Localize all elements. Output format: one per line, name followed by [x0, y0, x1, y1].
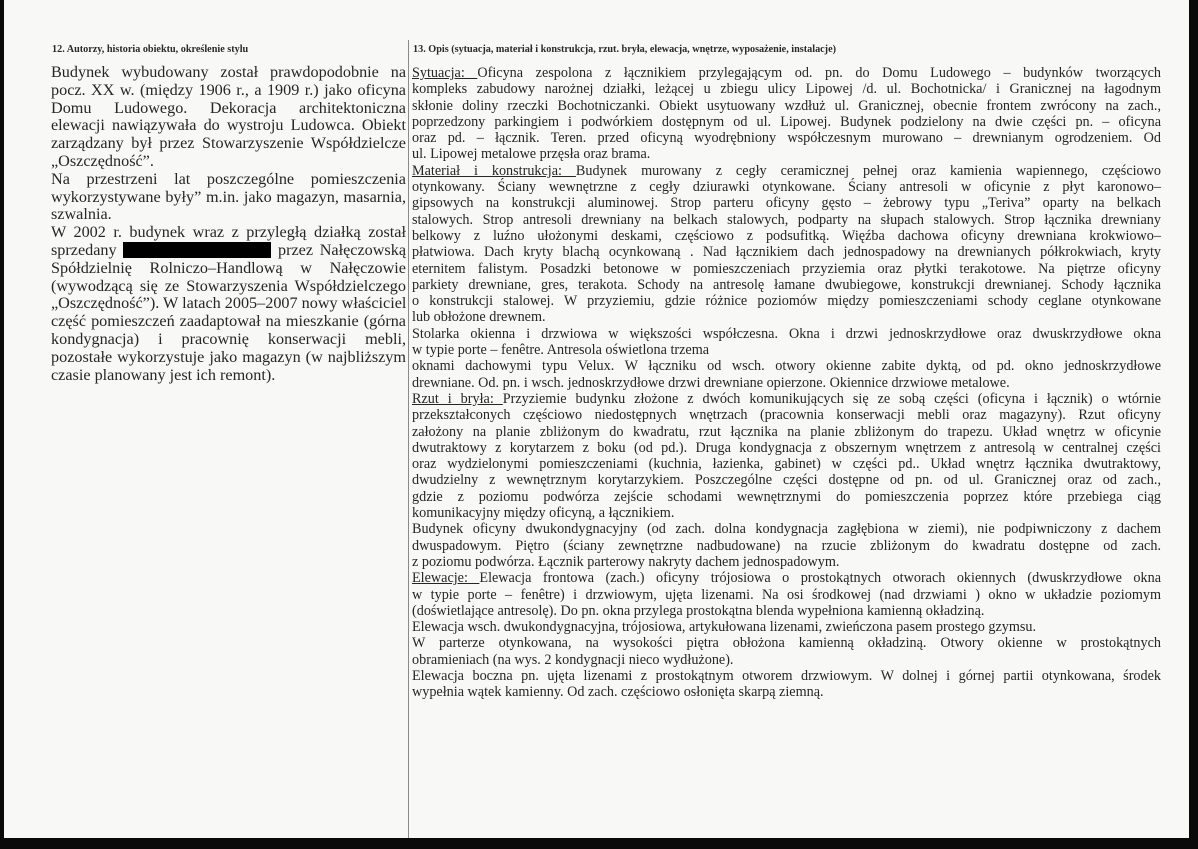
line-text: dwudzielny z wewnętrznym korytarzykiem. Poszczególne części dostępne od pn. od ul. Granicznej oraz od zach.,: [412, 472, 1161, 489]
line-text: otynkowany. Ściany wewnętrzne z cegły dziurawki otynkowane. Ściany antresoli w oficynie z płyt karonowo–: [412, 179, 1161, 196]
text-line: [51, 367, 406, 385]
paragraph: [51, 224, 406, 384]
line-text: w typie porte – fenêtre. Antresola oświetlona trzema: [412, 342, 710, 359]
text-line: [412, 81, 1161, 97]
line-text: (doświetlające antresolę). Do pn. okna przylega prostokątna blenda wypełniona kamienną okładziną.: [412, 602, 985, 619]
description-column: [412, 65, 1161, 701]
line-text: (wywodzącą się ze Stowarzyszenia Współdzielczego: [51, 276, 406, 295]
text-line: [51, 100, 406, 118]
line-text: Budynek wybudowany został prawdopodobnie na: [51, 63, 406, 81]
line-text: Stolarka okienna i drzwiowa w większości współczesna. Okna i drzwi jednoskrzydłowe oraz dwuskrzydłowe okna: [412, 325, 1161, 342]
text-line: [51, 260, 406, 278]
line-text: oknami dachowymi typu Velux. W łączniku od wsch. otwory okienne zabite dyktą, od pd. okno jednoskrzydłowe: [412, 358, 1161, 375]
column-divider: [408, 40, 409, 838]
paragraph: [51, 171, 406, 224]
text-line: [51, 349, 406, 367]
line-text: płatwiowa. Dach kryty blachą ocynkowaną . Nad łącznikiem dach jednospadowy na drewnianych półkrokwiach, kryty: [412, 244, 1161, 261]
text-line: [412, 277, 1161, 293]
line-text: lub obłożone drewnem.: [412, 309, 546, 326]
line-text: gipsowych na konstrukcji aluminowej. Strop parteru oficyny gęsto – żebrowy typu „Teriva” oparty na belkach: [412, 195, 1161, 212]
text-line: [412, 195, 1161, 211]
text-line: [412, 146, 1161, 162]
text-line: [412, 587, 1161, 603]
text-line: [412, 179, 1161, 195]
line-text: poprzedzony parkingiem i podwórkiem dostępnym od ul. Lipowej. Budynek podzielony na dwie części pn. – oficyna: [412, 113, 1161, 130]
line-text: z poziomu podwórza. Łącznik parterowy nakryty dachem jednospadowym.: [412, 553, 840, 570]
paragraph: [51, 64, 406, 171]
text-line: [412, 668, 1161, 684]
line-text: stalowych. Strop antresoli drewniany na belkach stalowych, podparty na słupach stalowych. Strop łącznika drewniany: [412, 211, 1161, 228]
text-line: [51, 64, 406, 82]
paragraph: [412, 521, 1161, 570]
line-text: zarządzany był przez Stowarzyszenie Współdzielcze: [51, 134, 406, 153]
line-text: pozostałe wykorzystuje jako magazyn (w najbliższym: [51, 347, 406, 366]
text-line: [412, 309, 1161, 325]
text-line: [412, 114, 1161, 130]
text-line: [412, 342, 1161, 358]
paragraph: [412, 619, 1161, 635]
text-line: [412, 684, 1161, 700]
text-line: [51, 278, 406, 296]
text-line: [412, 489, 1161, 505]
text-line: [412, 407, 1161, 423]
line-text: gdzie z poziomu podwórza zejście schodami wewnętrznymi do pomieszczenia poprzez które przebiega ciąg: [412, 488, 1161, 505]
line-text: czasie planowany jest ich remont).: [51, 365, 276, 384]
line-text: W parterze otynkowana, na wysokości piętra obłożona kamienną okładziną. Otwory okienne w prostokątnych: [412, 635, 1161, 652]
line-text: Oficyna zespolona z łącznikiem przylegającym od. pn. do Domu Ludowego – budynków tworzących: [477, 65, 1161, 81]
text-line: [51, 153, 406, 171]
text-line: [412, 619, 1161, 635]
line-text: Na przestrzeni lat poszczególne pomieszczenia: [51, 169, 406, 188]
line-text: komunikacyjny między oficyną, a łącznikiem.: [412, 505, 675, 522]
text-line: [412, 293, 1161, 309]
text-line: [412, 212, 1161, 228]
line-text: Elewacja frontowa (zach.) oficyny trójosiowa o prostokątnych otworach okiennych (dwuskrzydłowe okna: [479, 570, 1161, 587]
line-text: „Oszczędność”). W latach 2005–2007 nowy właściciel: [51, 294, 407, 313]
line-text: szwalnia.: [51, 205, 112, 224]
section-13-heading: 13. Opis (sytuacja, materiał i konstrukcja, rzut. bryła, elewacja, wnętrze, wyposażenie, instalacje): [413, 44, 836, 55]
text-line: [412, 472, 1161, 488]
line-text: oraz wydzielonymi pomieszczeniami (kuchnia, łazienka, gabinet) w części pd.. Układ wnętrz łącznika dwutraktowy,: [412, 456, 1161, 473]
text-line: [51, 242, 406, 260]
paragraph: [412, 668, 1161, 701]
line-text: Budynek oficyny dwukondygnacyjny (od zach. dolna kondygnacja zagłębiona w ziemi), nie podpiwniczony z dachem: [412, 521, 1161, 538]
line-text: o konstrukcji stalowej. W przyziemiu, gdzie różnice poziomów między pomieszczeniami schody ceglane otynkowane: [412, 293, 1161, 310]
text-line: [412, 130, 1161, 146]
line-text: w typie porte – fenêtre) i drzwiowym, ujęta lizenami. Na osi środkowej (nad drzwiami ) okno w układzie poziomym: [412, 586, 1161, 603]
line-text: eternitem falistym. Posadzki betonowe w pomieszczeniach przyziemia oraz płytki terakotowe. Na piętrze oficyny: [412, 260, 1161, 277]
paragraph: [412, 570, 1161, 619]
line-text: elewacji nawiązywała do wystroju Ludowca. Obiekt: [51, 116, 406, 135]
text-line: [412, 538, 1161, 554]
text-line: [412, 505, 1161, 521]
line-text: dwutraktowy z korytarzem z boku (od pd.). Druga kondygnacja z obszernym wnętrzem z antresolą w centralnej części: [412, 439, 1161, 456]
paragraph: [412, 391, 1161, 521]
text-line: [51, 117, 406, 135]
paragraph-label: Rzut i bryła:: [412, 390, 503, 407]
line-text: Budynek murowany z cegły ceramicznej pełnej oraz kamienia wapiennego, częściowo: [575, 162, 1161, 179]
text-line: [51, 171, 406, 189]
line-text: „Oszczędność”.: [51, 151, 154, 170]
line-text: Spółdzielnię Rolniczo–Handlową w Nałęczowie: [51, 258, 406, 277]
line-text: skłonie doliny rzeczki Bochotniczanki. Obiekt usytuowany wzdłuż ul. Granicznej, obecnie frontem zwrócony na zach.,: [412, 97, 1161, 114]
line-text: belkowy z luźno ułożonymi deskami, częściowo z podsufitką. Więźba dachowa oficyny drewniana krokwiowo–: [412, 227, 1161, 244]
line-text: część pomieszczeń zaadaptował na mieszkanie (górna: [51, 312, 406, 331]
line-text: sprzedany: [51, 240, 117, 259]
text-line: [412, 261, 1161, 277]
text-line: [412, 163, 1161, 179]
text-line: [412, 65, 1161, 81]
text-line: [412, 424, 1161, 440]
line-text: W 2002 r. budynek wraz z przyległą działką został: [51, 223, 406, 242]
line-text: oraz pd. – łącznik. Teren. przed oficyną wyodrębniony współczesnym murowano – drewnianym ogrodzeniem. Od: [412, 130, 1161, 147]
text-line: [51, 135, 406, 153]
line-text: Elewacja boczna pn. ujęta lizenami z prostokątnym otworem drzwiowym. W dolnej i górnej partii otynkowana, środek: [412, 667, 1161, 684]
text-line: [51, 224, 406, 242]
text-line: [412, 635, 1161, 651]
text-line: [412, 521, 1161, 537]
paragraph-label: Elewacje:: [412, 570, 480, 587]
line-text: przekształconych częściowo niedostępnych wnętrzach (pracownia konserwacji mebli oraz magazyny). Rzut oficyny: [412, 407, 1161, 424]
text-line: [412, 358, 1161, 374]
text-line: [412, 554, 1161, 570]
text-line: [412, 570, 1161, 586]
paragraph-label: Materiał i konstrukcja:: [412, 162, 576, 179]
scanned-document-page: [4, 0, 1189, 838]
line-text: parkiety drewniane, gres, terakota. Schody na antresolę łamane dwubiegowe, konstrukcji drewnianej. Schody łącznika: [412, 276, 1161, 293]
text-line: [412, 440, 1161, 456]
text-line: [412, 652, 1161, 668]
line-text: wypełnia wątek kamienny. Od zach. częściowo osłonięta skarpą ziemną.: [412, 684, 824, 701]
line-text: Elewacja wsch. dwukondygnacyjna, trójosiowa, artykułowana lizenami, zwieńczona pasem prostego gzymsu.: [412, 619, 1037, 636]
text-line: [412, 98, 1161, 114]
paragraph: [412, 358, 1161, 391]
text-line: [51, 295, 406, 313]
redaction-block: [123, 242, 271, 258]
history-column: [51, 64, 406, 384]
text-line: [412, 244, 1161, 260]
text-line: [412, 375, 1161, 391]
paragraph-label: Sytuacja:: [412, 65, 478, 81]
line-text: dwuspadowym. Piętro (ściany zewnętrzne nadbudowane) na rzucie zbliżonym do kwadratu dostępne od zach.: [412, 537, 1161, 554]
text-line: [51, 313, 406, 331]
text-line: [412, 603, 1161, 619]
paragraph: [412, 326, 1161, 359]
text-line: [412, 228, 1161, 244]
line-text: ul. Lipowej metalowe przęsła oraz brama.: [412, 146, 651, 163]
paragraph: [412, 163, 1161, 326]
text-line: [51, 189, 406, 207]
paragraph: [412, 635, 1161, 668]
text-line: [51, 331, 406, 349]
line-text: Przyziemie budynku złożone z dwóch komunikujących się ze sobą części (oficyna i łącznik) o wtórnie: [502, 390, 1161, 407]
paragraph: [412, 65, 1161, 163]
line-text: kompleks zabudowy narożnej działki, leżącej u zbiegu ulicy Lipowej /d. ul. Bochotnicka/ i Granicznej na łagodnym: [412, 81, 1161, 98]
line-text: obramieniach (na wys. 2 kondygnacji nieco wydłużone).: [412, 651, 734, 668]
line-text: przez Nałęczowską: [278, 240, 407, 259]
text-line: [412, 391, 1161, 407]
line-text: kondygnacja) i pracownię konserwacji mebli,: [51, 329, 406, 348]
line-text: pocz. XX w. (między 1906 r., a 1909 r.) jako oficyna: [51, 80, 406, 99]
text-line: [51, 206, 406, 224]
text-line: [51, 82, 406, 100]
line-text: drewniane. Od. pn. i wsch. jednoskrzydłowe drzwi drewniane opierzone. Okiennice drzwiowe metalowe.: [412, 374, 1010, 391]
line-text: Domu Ludowego. Dekoracja architektoniczna: [51, 98, 406, 117]
text-line: [412, 326, 1161, 342]
line-text: założony na planie zbliżonym do kwadratu, rzut łącznika na planie zbliżonym do trapezu. Układ wnętrz w oficynie: [412, 423, 1161, 440]
section-12-heading: 12. Autorzy, historia obiektu, określenie stylu: [52, 44, 249, 55]
text-line: [412, 456, 1161, 472]
line-text: wykorzystywane były” m.in. jako magazyn, masarnia,: [51, 187, 406, 206]
